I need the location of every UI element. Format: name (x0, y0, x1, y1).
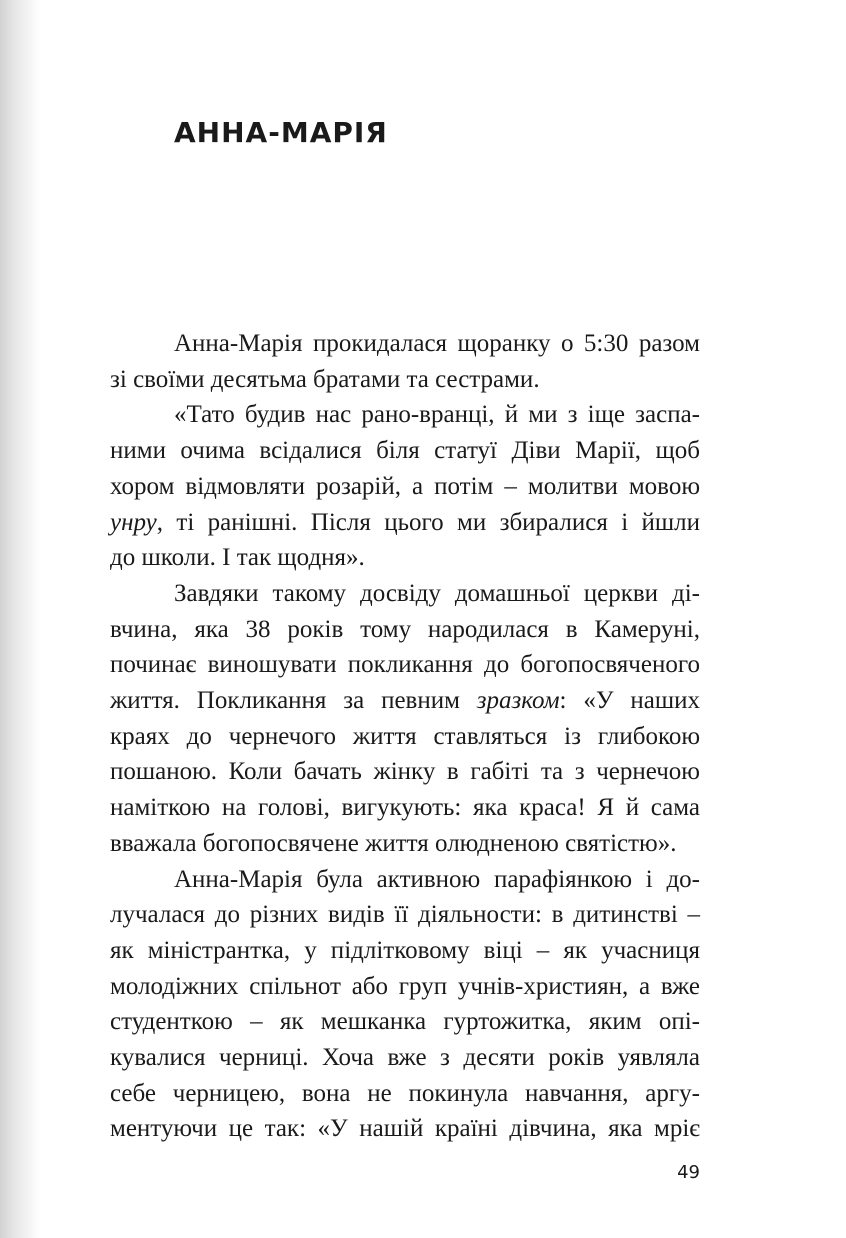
text-line: лучалася до різних видів її діяльности: в дитинстві – (110, 901, 700, 929)
text-line: вчина, яка 38 років тому народилася в Камеруні, (110, 615, 700, 643)
paragraph-1 (110, 326, 700, 397)
text-line: життя. Покликання за певним зразком: «У наших (110, 687, 700, 715)
text-line: до школи. І так щодня». (110, 544, 365, 572)
text-line: Анна-Марія була активною парафіянкою і до- (174, 865, 700, 893)
body-text (110, 326, 700, 1147)
text-line: кувалися черниці. Хоча вже з десяти років уявляла (110, 1044, 700, 1072)
text-line: Анна-Марія прокидалася щоранку о 5:30 разом (174, 330, 700, 357)
text-line: ними очима всідалися біля статуї Діви Марії, щоб (110, 437, 700, 465)
text-line: себе черницею, вона не покинула навчання, аргу- (110, 1079, 700, 1107)
text-line: вважала богопосвячене життя олюдненою святістю». (110, 829, 677, 857)
text-line: наміткою на голові, вигукують: яка краса! Я й сама (110, 794, 700, 822)
text-line: як міністрантка, у підлітковому віці – як учасниця (110, 936, 700, 964)
text-line: унру, ті ранішні. Після цього ми збиралися і йшли (110, 508, 700, 536)
text-line: «Тато будив нас рано-вранці, й ми з іще заспа- (174, 401, 700, 429)
text-line: пошаною. Коли бачать жінку в габіті та з чернечою (110, 758, 700, 786)
paragraph-4 (110, 862, 700, 1148)
text-line: хором відмовляти розарій, а потім – молитви мовою (110, 472, 700, 500)
text-line: починає виношувати покликання до богопосвяченого (110, 651, 700, 679)
paragraph-3 (110, 576, 700, 862)
paragraph-2 (110, 397, 700, 576)
page-number: 49 (677, 1162, 700, 1183)
text-line: Завдяки такому досвіду домашньої церкви ді- (174, 579, 700, 607)
text-line: зі своїми десятьма братами та сестрами. (110, 365, 540, 393)
chapter-title: АННА-МАРІЯ (174, 116, 388, 149)
italic-term: унру (110, 508, 157, 536)
text-line: молодіжних спільнот або груп учнів-християн, а вже (110, 972, 700, 1000)
text-line: ментуючи це так: «У нашій країні дівчина, яка мріє (110, 1115, 700, 1143)
text-line: краях до чернечого життя ставляться із глибокою (110, 722, 700, 750)
text-line: студенткою – як мешканка гуртожитка, яким опі- (110, 1008, 700, 1036)
italic-term: зразком (476, 687, 560, 715)
